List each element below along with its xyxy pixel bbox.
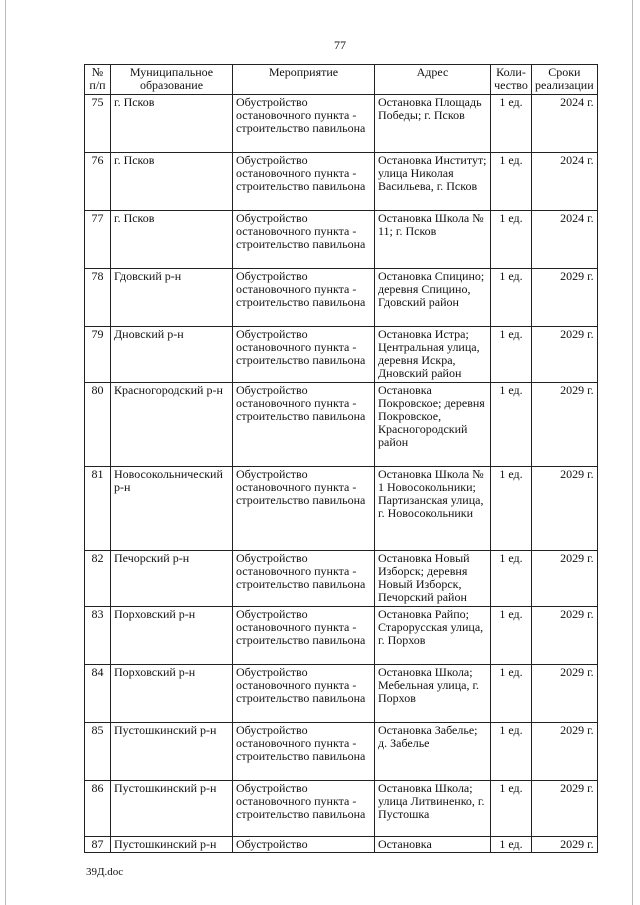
cell-municipality: Порховский р-н [111, 607, 233, 665]
cell-num: 84 [85, 665, 111, 723]
cell-activity: Обустройство [233, 837, 375, 853]
cell-num: 75 [85, 95, 111, 153]
header-municipality: Муниципальное образование [111, 65, 233, 95]
cell-activity: Обустройство остановочного пункта - строительство павильона [233, 211, 375, 269]
cell-activity: Обустройство остановочного пункта - строительство павильона [233, 467, 375, 551]
cell-term: 2029 г. [532, 723, 598, 781]
cell-num: 82 [85, 551, 111, 607]
table-row [85, 467, 598, 551]
cell-municipality: Новосокольнический р-н [111, 467, 233, 551]
scan-edge-left [5, 0, 6, 905]
cell-term: 2029 г. [532, 383, 598, 467]
cell-activity: Обустройство остановочного пункта - строительство павильона [233, 551, 375, 607]
cell-quantity: 1 ед. [491, 665, 532, 723]
cell-term: 2029 г. [532, 837, 598, 853]
cell-quantity: 1 ед. [491, 211, 532, 269]
table-row [85, 269, 598, 327]
cell-quantity: 1 ед. [491, 383, 532, 467]
cell-address: Остановка Школа № 1 Новосокольники; Партизанская улица, г. Новосокольники [375, 467, 491, 551]
cell-address: Остановка Истра; Центральная улица, деревня Искра, Дновский район [375, 327, 491, 383]
cell-activity: Обустройство остановочного пункта - строительство павильона [233, 153, 375, 211]
cell-num: 86 [85, 781, 111, 837]
cell-municipality: г. Псков [111, 153, 233, 211]
cell-quantity: 1 ед. [491, 723, 532, 781]
cell-num: 77 [85, 211, 111, 269]
header-quantity: Коли- чество [491, 65, 532, 95]
cell-activity: Обустройство остановочного пункта - строительство павильона [233, 723, 375, 781]
table-row [85, 665, 598, 723]
cell-address: Остановка Спицино; деревня Спицино, Гдовский район [375, 269, 491, 327]
table-row [85, 211, 598, 269]
cell-municipality: г. Псков [111, 211, 233, 269]
cell-municipality: Пустошкинский р-н [111, 837, 233, 853]
page-number: 77 [334, 38, 346, 52]
events-table [84, 64, 598, 853]
cell-quantity: 1 ед. [491, 95, 532, 153]
cell-address: Остановка Забелье; д. Забелье [375, 723, 491, 781]
table-row [85, 723, 598, 781]
cell-activity: Обустройство остановочного пункта - строительство павильона [233, 327, 375, 383]
cell-activity: Обустройство остановочного пункта - строительство павильона [233, 383, 375, 467]
cell-quantity: 1 ед. [491, 781, 532, 837]
cell-num: 87 [85, 837, 111, 853]
table-row [85, 551, 598, 607]
cell-term: 2024 г. [532, 153, 598, 211]
cell-quantity: 1 ед. [491, 153, 532, 211]
cell-term: 2029 г. [532, 781, 598, 837]
cell-num: 81 [85, 467, 111, 551]
cell-address: Остановка Площадь Победы; г. Псков [375, 95, 491, 153]
cell-activity: Обустройство остановочного пункта - строительство павильона [233, 665, 375, 723]
cell-municipality: Дновский р-н [111, 327, 233, 383]
cell-address: Остановка Новый Изборск; деревня Новый Изборск, Печорский район [375, 551, 491, 607]
cell-quantity: 1 ед. [491, 837, 532, 853]
cell-term: 2029 г. [532, 327, 598, 383]
cell-municipality: Порховский р-н [111, 665, 233, 723]
table-row [85, 781, 598, 837]
table-row [85, 327, 598, 383]
scan-edge-right [632, 0, 633, 905]
cell-num: 83 [85, 607, 111, 665]
cell-num: 78 [85, 269, 111, 327]
cell-quantity: 1 ед. [491, 269, 532, 327]
cell-term: 2029 г. [532, 467, 598, 551]
cell-address: Остановка Райпо; Старорусская улица, г. Порхов [375, 607, 491, 665]
cell-activity: Обустройство остановочного пункта - строительство павильона [233, 607, 375, 665]
cell-term: 2024 г. [532, 95, 598, 153]
cell-municipality: Гдовский р-н [111, 269, 233, 327]
cell-municipality: Пустошкинский р-н [111, 723, 233, 781]
cell-num: 80 [85, 383, 111, 467]
cell-quantity: 1 ед. [491, 467, 532, 551]
table-row [85, 95, 598, 153]
cell-address: Остановка [375, 837, 491, 853]
cell-num: 79 [85, 327, 111, 383]
table-row [85, 837, 598, 853]
footer-filename: 39Д.doc [86, 866, 124, 878]
cell-quantity: 1 ед. [491, 551, 532, 607]
cell-term: 2024 г. [532, 211, 598, 269]
table-row [85, 153, 598, 211]
header-address: Адрес [375, 65, 491, 95]
header-num: № п/п [85, 65, 111, 95]
cell-term: 2029 г. [532, 269, 598, 327]
cell-municipality: Печорский р-н [111, 551, 233, 607]
table-row [85, 383, 598, 467]
cell-address: Остановка Институт; улица Николая Васильева, г. Псков [375, 153, 491, 211]
cell-activity: Обустройство остановочного пункта - строительство павильона [233, 95, 375, 153]
cell-num: 76 [85, 153, 111, 211]
cell-municipality: Красногородский р-н [111, 383, 233, 467]
cell-address: Остановка Покровское; деревня Покровское, Красногородский район [375, 383, 491, 467]
cell-address: Остановка Школа; Мебельная улица, г. Порхов [375, 665, 491, 723]
cell-quantity: 1 ед. [491, 607, 532, 665]
cell-activity: Обустройство остановочного пункта - строительство павильона [233, 781, 375, 837]
cell-term: 2029 г. [532, 665, 598, 723]
cell-address: Остановка Школа; улица Литвиненко, г. Пустошка [375, 781, 491, 837]
cell-num: 85 [85, 723, 111, 781]
cell-municipality: г. Псков [111, 95, 233, 153]
header-activity: Мероприятие [233, 65, 375, 95]
cell-activity: Обустройство остановочного пункта - строительство павильона [233, 269, 375, 327]
table-header-row [85, 65, 598, 95]
cell-term: 2029 г. [532, 607, 598, 665]
cell-term: 2029 г. [532, 551, 598, 607]
cell-municipality: Пустошкинский р-н [111, 781, 233, 837]
table-row [85, 607, 598, 665]
cell-quantity: 1 ед. [491, 327, 532, 383]
header-term: Сроки реализации [532, 65, 598, 95]
cell-address: Остановка Школа № 11; г. Псков [375, 211, 491, 269]
